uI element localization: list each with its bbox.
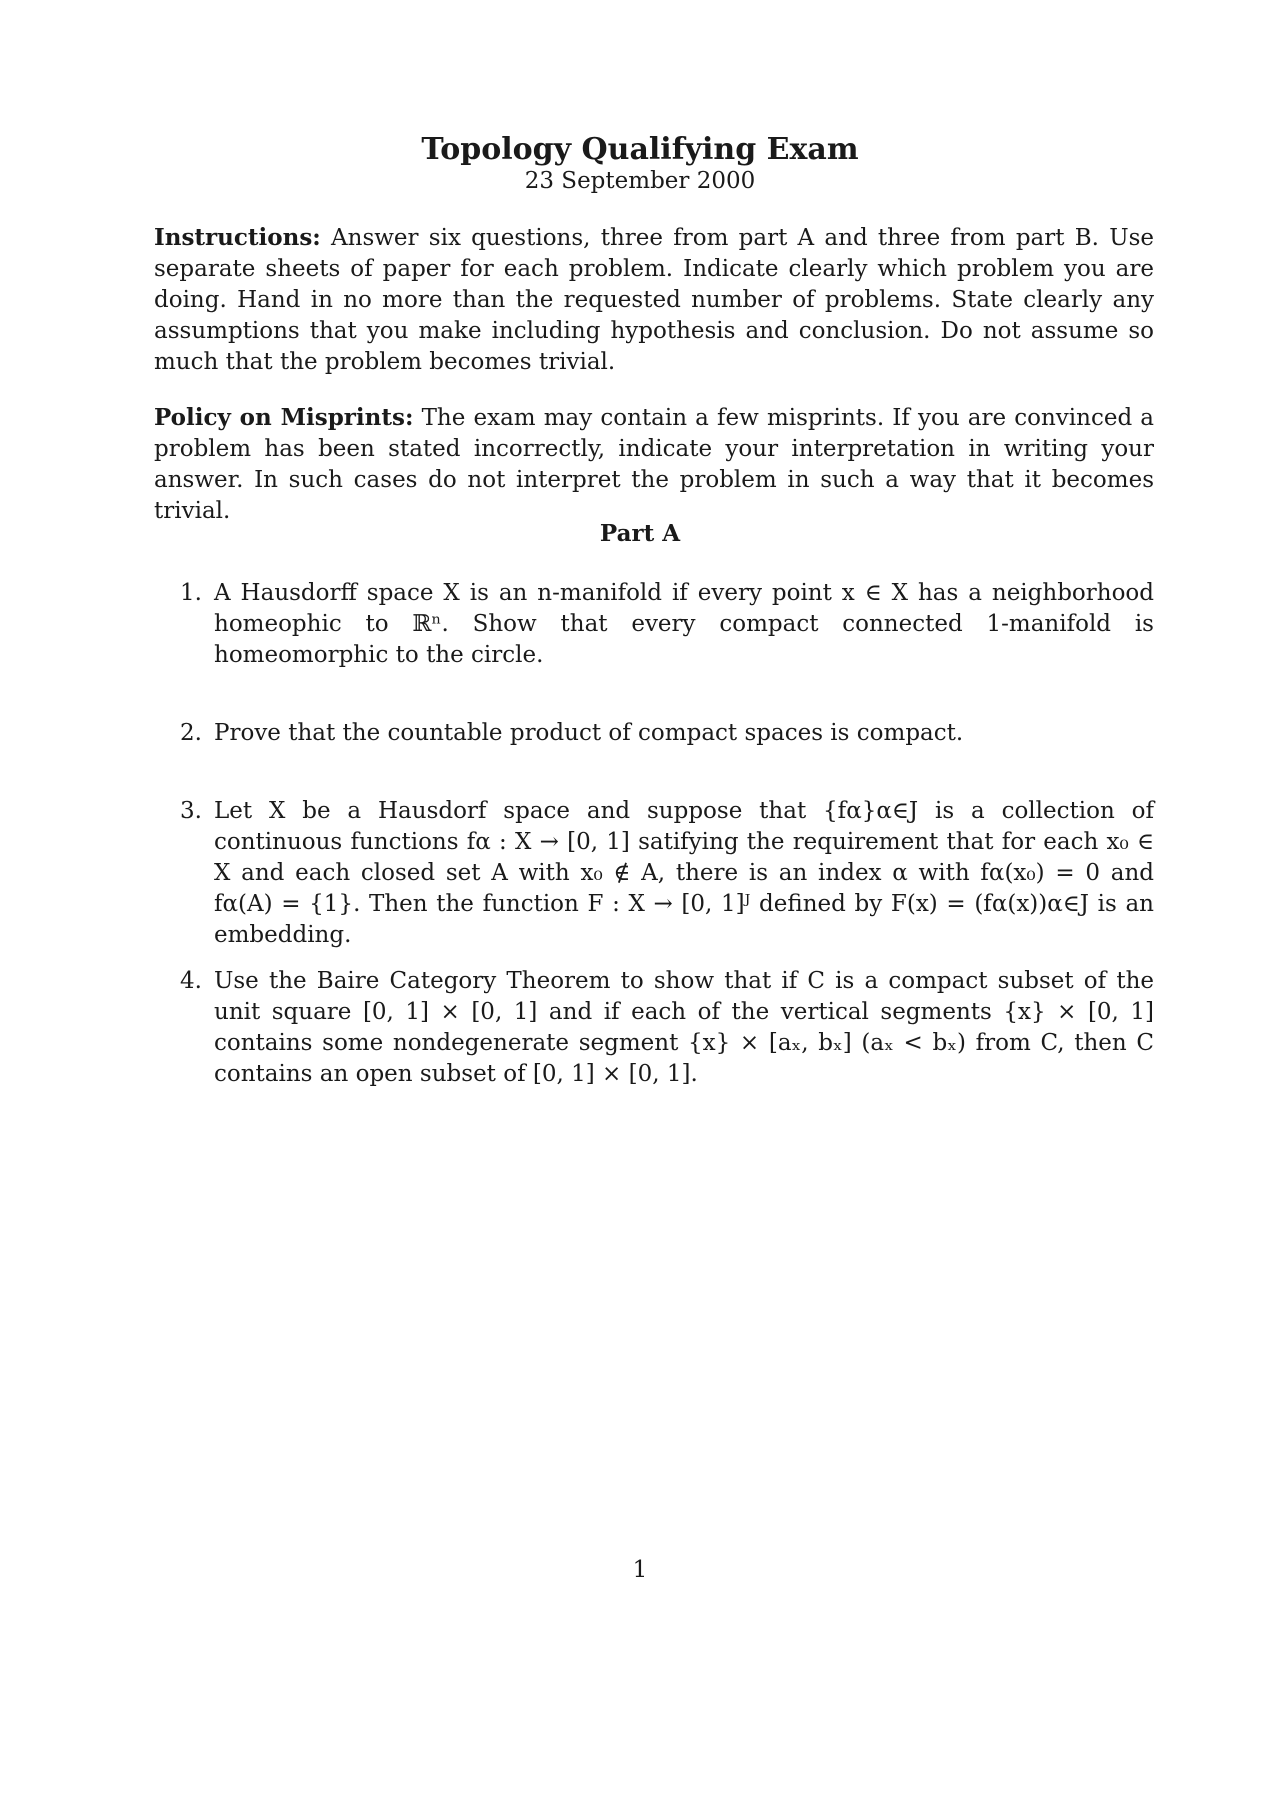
instructions-text: Answer six questions, three from part A and three from part B. Use separate sheets of paper for each problem. Indicate clearly which problem you are doing. Hand in no more than the requested number of problems. State clearly any assumptions that you make including hypothesis and conclusion. Do not assume so much that the problem becomes trivial. xyxy=(154,225,1155,375)
policy-paragraph xyxy=(154,402,1154,527)
instructions-paragraph xyxy=(154,222,1154,378)
problem-item xyxy=(180,718,1154,749)
exam-date: 23 September 2000 xyxy=(524,168,756,194)
problem-number: 3. xyxy=(180,798,202,824)
page-title: Topology Qualifying Exam xyxy=(421,132,859,167)
policy-label: Policy on Misprints: xyxy=(154,404,414,431)
problem-item xyxy=(180,796,1154,951)
policy-text: The exam may contain a few misprints. If you are convinced a problem has been stated incorrectly, indicate your interpretation in writing your answer. In such cases do not interpret the problem in such a way that it becomes trivial. xyxy=(154,405,1155,524)
section-heading: Part A xyxy=(599,520,681,547)
problem-text: Use the Baire Category Theorem to show that if C is a compact subset of the unit square [0, 1] × [0, 1] and if each of the vertical segments {x} × [0, 1] contains some nondegenerate segment {x} × [aₓ, bₓ] (aₓ < bₓ) from C, then C contains an open subset of [0, 1] × [0, 1]. xyxy=(214,968,1154,1087)
problem-number: 1. xyxy=(180,580,202,606)
instructions-label: Instructions: xyxy=(154,224,321,251)
problem-number: 4. xyxy=(180,968,202,994)
problem-text: Let X be a Hausdorf space and suppose that {fα}α∈J is a collection of continuous functions fα : X → [0, 1] satifying the requirement that for each x₀ ∈ X and each closed set A with x₀ ∉ A, there is an index α with fα(x₀) = 0 and fα(A) = {1}. Then the function F : X → [0, 1]ᴶ defined by F(x) = (fα(x))α∈J is an embedding. xyxy=(214,798,1154,948)
problem-item xyxy=(180,578,1154,671)
problem-text: A Hausdorff space X is an n-manifold if every point x ∈ X has a neighborhood homeophic to ℝⁿ. Show that every compact connected 1-manifold is homeomorphic to the circle. xyxy=(214,580,1154,668)
problem-number: 2. xyxy=(180,720,202,746)
problem-text: Prove that the countable product of compact spaces is compact. xyxy=(214,720,964,746)
problem-item xyxy=(180,966,1154,1090)
page-number: 1 xyxy=(632,1557,648,1583)
